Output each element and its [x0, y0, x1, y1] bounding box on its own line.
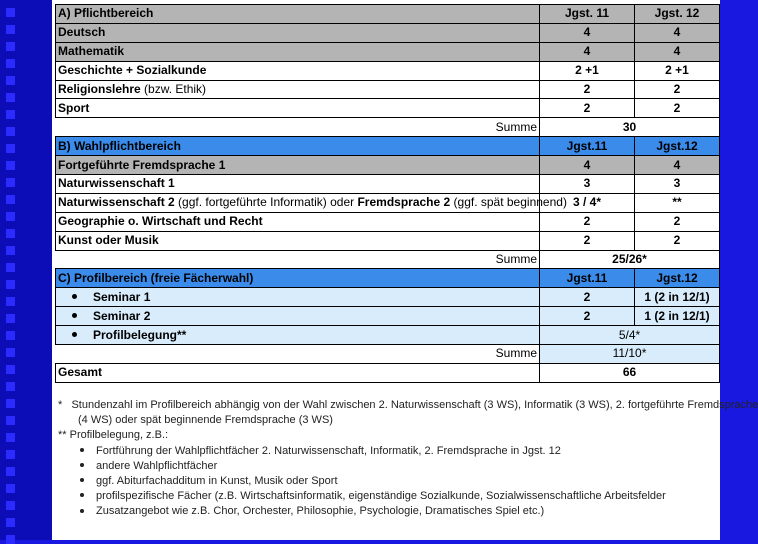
hours-11: 2: [540, 288, 635, 307]
decorative-square: [6, 450, 15, 459]
table-row: [56, 99, 720, 118]
decorative-square: [6, 297, 15, 306]
decorative-square: [6, 280, 15, 289]
bullet-icon: [72, 294, 77, 299]
hours-11: 2: [540, 231, 635, 250]
decorative-square: [6, 314, 15, 323]
table-row: [56, 61, 720, 80]
hours-11: 2: [540, 99, 635, 118]
col-jgst-12: Jgst. 12: [635, 5, 720, 24]
bullet-icon: [80, 478, 84, 482]
table-row: [56, 175, 720, 194]
list-item: [58, 459, 718, 474]
table-row: [56, 231, 720, 250]
hours-11: 2: [540, 307, 635, 326]
subject-cell: [56, 307, 540, 326]
table-row: [56, 193, 720, 212]
decorative-square: [6, 110, 15, 119]
hours-12: 4: [635, 42, 720, 61]
footnote-text: (4 WS) oder spät beginnende Fremdsprache (3 WS): [78, 414, 333, 427]
list-item-text: Zusatzangebot wie z.B. Chor, Orchester, Philosophie, Psychologie, Dramatisches Spiel etc.): [96, 505, 545, 518]
section-title: B) Wahlpflichtbereich: [56, 137, 540, 156]
hours-11: 2: [540, 212, 635, 231]
subject-name: Seminar 2: [93, 308, 151, 323]
hours-12: **: [635, 193, 720, 212]
hours-11: 3: [540, 175, 635, 194]
bullet-icon: [80, 509, 84, 513]
section-title: C) Profilbereich (freie Fächerwahl): [56, 269, 540, 288]
col-jgst-11: Jgst.11: [540, 137, 635, 156]
decorative-square: [6, 348, 15, 357]
decorative-square: [6, 25, 15, 34]
total-value: 66: [540, 363, 720, 382]
table-row: [56, 156, 720, 175]
col-jgst-12: Jgst.12: [635, 269, 720, 288]
decorative-square: [6, 195, 15, 204]
decorative-square: [6, 518, 15, 527]
sum-label: Summe: [56, 250, 540, 269]
curriculum-table: [55, 4, 720, 383]
decorative-square: [6, 416, 15, 425]
hours-11: 3 / 4*: [540, 193, 635, 212]
section-c-header: [56, 269, 720, 288]
table-row: [56, 307, 720, 326]
sum-label: Summe: [56, 345, 540, 364]
subject-part: Naturwissenschaft 2: [58, 195, 175, 210]
subject-name: Seminar 1: [93, 289, 151, 304]
sum-label: Summe: [56, 118, 540, 137]
decorative-square: [6, 331, 15, 340]
table-row: [56, 326, 720, 345]
hours-11: 4: [540, 156, 635, 175]
subject-cell: Fortgeführte Fremdsprache 1: [56, 156, 540, 175]
hours-12: 4: [635, 23, 720, 42]
sum-value: 30: [540, 118, 720, 137]
subject-cell: Sport: [56, 99, 540, 118]
col-jgst-11: Jgst.11: [540, 269, 635, 288]
footnote-text: Stundenzahl im Profilbereich abhängig von der Wahl zwischen 2. Naturwissenschaft (3 WS), Informatik (3 WS), 2. fortgeführte Fremdsprache: [71, 399, 758, 411]
hours-12: 2: [635, 231, 720, 250]
list-item: [58, 444, 718, 459]
bullet-icon: [72, 332, 77, 337]
decorative-square: [6, 263, 15, 272]
hours-12: 2: [635, 212, 720, 231]
subject-cell: Mathematik: [56, 42, 540, 61]
total-label: Gesamt: [56, 363, 540, 382]
subject-part: (ggf. spät beginnend): [450, 195, 567, 210]
decorative-square: [6, 8, 15, 17]
hours-combined: 5/4*: [540, 326, 720, 345]
decorative-square: [6, 399, 15, 408]
decorative-square: [6, 382, 15, 391]
subject-name: Religionslehre: [58, 82, 141, 96]
hours-12: 3: [635, 175, 720, 194]
subject-name: Profilbelegung**: [93, 327, 187, 342]
subject-cell: Deutsch: [56, 23, 540, 42]
table-row: [56, 23, 720, 42]
footnotes: [58, 398, 758, 520]
decorative-square: [6, 484, 15, 493]
footnote-star: [58, 398, 758, 413]
list-item: [58, 504, 718, 519]
list-item-text: profilspezifische Fächer (z.B. Wirtschaftsinformatik, eigenständige Sozialkunde, Sozialwissenschaftliche Arbeitsfelder: [96, 490, 666, 503]
decorative-square: [6, 161, 15, 170]
decorative-square: [6, 42, 15, 51]
hours-12: 2 +1: [635, 61, 720, 80]
section-title: A) Pflichtbereich: [56, 5, 540, 24]
footnote-double-star: ** Profilbelegung, z.B.:: [58, 429, 169, 442]
hours-12: 1 (2 in 12/1): [635, 288, 720, 307]
table-row: [56, 288, 720, 307]
decorative-square: [6, 433, 15, 442]
section-b-header: [56, 137, 720, 156]
decorative-square: [6, 365, 15, 374]
bullet-icon: [80, 493, 84, 497]
subject-part: (ggf. fortgeführte Informatik) oder: [174, 195, 358, 210]
hours-11: 2: [540, 80, 635, 99]
list-item: [58, 474, 718, 489]
decorative-square: [6, 467, 15, 476]
hours-11: 2 +1: [540, 61, 635, 80]
subject-part: Fremdsprache 2: [357, 195, 451, 210]
decorative-square: [6, 127, 15, 136]
decorative-square: [6, 59, 15, 68]
list-item-text: ggf. Abiturfachadditum in Kunst, Musik oder Sport: [96, 475, 338, 488]
list-item-text: andere Wahlpflichtfächer: [96, 459, 218, 472]
section-c-sum-row: [56, 345, 720, 364]
decorative-square: [6, 535, 15, 544]
subject-cell: Naturwissenschaft 1: [56, 175, 540, 194]
table-row: [56, 42, 720, 61]
section-a-sum-row: [56, 118, 720, 137]
decorative-square: [6, 501, 15, 510]
subject-cell: Kunst oder Musik: [56, 231, 540, 250]
list-item-text: Fortführung der Wahlpflichtfächer 2. Naturwissenschaft, Informatik, 2. Fremdsprache in Jgst. 12: [96, 444, 561, 457]
total-row: [56, 363, 720, 382]
decorative-square: [6, 144, 15, 153]
subject-cell: [56, 288, 540, 307]
col-jgst-12: Jgst.12: [635, 137, 720, 156]
subject-extra: (bzw. Ethik): [140, 82, 207, 96]
col-jgst-11: Jgst. 11: [540, 5, 635, 24]
decorative-square: [6, 178, 15, 187]
table-row: [56, 80, 720, 99]
hours-12: 2: [635, 99, 720, 118]
sum-value: 25/26*: [540, 250, 720, 269]
sum-value: 11/10*: [540, 345, 720, 364]
decorative-square: [6, 93, 15, 102]
subject-cell: Geographie o. Wirtschaft und Recht: [56, 212, 540, 231]
subject-cell: [56, 193, 567, 212]
hours-12: 1 (2 in 12/1): [635, 307, 720, 326]
subject-cell: Geschichte + Sozialkunde: [56, 61, 540, 80]
list-item: [58, 489, 718, 504]
star-mark: *: [58, 399, 63, 411]
bullet-icon: [80, 448, 84, 452]
hours-11: 4: [540, 23, 635, 42]
section-b-sum-row: [56, 250, 720, 269]
bullet-icon: [72, 313, 77, 318]
curriculum-sheet: [52, 0, 758, 540]
decorative-square: [6, 76, 15, 85]
table-row: [56, 212, 720, 231]
hours-11: 4: [540, 42, 635, 61]
decorative-square: [6, 246, 15, 255]
decorative-square: [6, 212, 15, 221]
subject-cell: [56, 326, 540, 345]
hours-12: 2: [635, 80, 720, 99]
bullet-icon: [80, 463, 84, 467]
section-a-header: [56, 5, 720, 24]
decorative-square: [6, 229, 15, 238]
hours-12: 4: [635, 156, 720, 175]
subject-cell: [56, 80, 540, 99]
